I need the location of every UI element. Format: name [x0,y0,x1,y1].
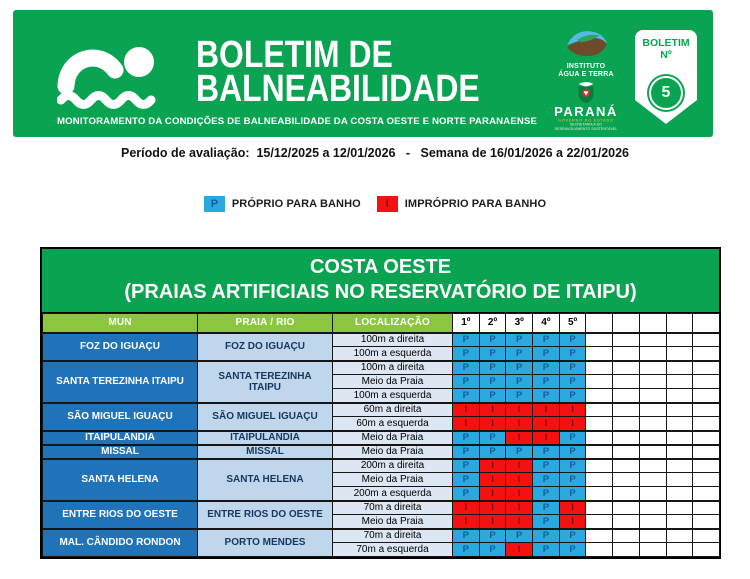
status-cell: I [559,403,586,417]
evaluation-period [0,146,750,160]
empty-cell [586,543,613,557]
status-cell: P [506,347,533,361]
balneability-grid [42,313,720,557]
status-cell: I [453,515,480,529]
empty-cell [693,543,720,557]
localizacao-cell: 200m a esquerda [333,487,453,501]
agency-logos [551,26,621,132]
table-row [43,431,720,445]
empty-cell [586,333,613,347]
empty-header-cell [666,314,693,333]
praia-cell: SÃO MIGUEL IGUAÇU [198,403,333,431]
status-cell: P [559,347,586,361]
status-cell: I [506,515,533,529]
mun-cell: ITAIPULÂNDIA [43,431,198,445]
status-cell: P [453,375,480,389]
empty-cell [693,403,720,417]
improper-symbol-swatch: I [377,196,398,212]
empty-cell [693,515,720,529]
empty-cell [666,543,693,557]
bulletin-title [196,34,480,110]
empty-cell [639,515,666,529]
mun-cell: SANTA HELENA [43,459,198,501]
empty-cell [693,501,720,515]
status-cell: I [479,501,506,515]
empty-cell [666,487,693,501]
legend [0,196,750,212]
praia-cell: SANTA HELENA [198,459,333,501]
gov-line1: GOVERNO DO ESTADO [558,118,614,123]
status-cell: P [506,361,533,375]
status-cell: I [479,459,506,473]
table-row [43,403,720,417]
status-cell: P [533,459,560,473]
localizacao-cell: 60m a esquerda [333,417,453,431]
status-cell: P [453,431,480,445]
status-cell: P [533,445,560,459]
empty-cell [666,501,693,515]
localizacao-cell: Meio da Praia [333,445,453,459]
empty-cell [586,501,613,515]
empty-cell [586,389,613,403]
status-cell: I [479,487,506,501]
status-cell: P [533,529,560,543]
status-cell: I [453,417,480,431]
status-cell: P [479,333,506,347]
status-cell: I [506,417,533,431]
empty-cell [613,375,640,389]
banner [13,10,713,137]
status-cell: P [453,487,480,501]
empty-cell [693,347,720,361]
status-cell: P [453,473,480,487]
status-cell: I [506,501,533,515]
localizacao-cell: Meio da Praia [333,431,453,445]
empty-header-cell [586,314,613,333]
localizacao-cell: 100m a direita [333,361,453,375]
status-cell: I [479,417,506,431]
mun-cell: MAL. CÂNDIDO RONDON [43,529,198,557]
status-cell: I [506,403,533,417]
status-cell: P [506,389,533,403]
mun-cell: SÃO MIGUEL IGUAÇU [43,403,198,431]
empty-header-cell [693,314,720,333]
localizacao-cell: Meio da Praia [333,375,453,389]
status-cell: P [506,529,533,543]
empty-cell [639,361,666,375]
costa-oeste-table [40,247,721,559]
status-cell: P [479,445,506,459]
empty-cell [693,389,720,403]
parana-label: PARANÁ [554,104,618,119]
praia-cell: ITAIPULÂNDIA [198,431,333,445]
empty-cell [693,375,720,389]
status-cell: P [533,515,560,529]
status-cell: I [453,403,480,417]
status-cell: P [559,333,586,347]
status-cell: P [559,529,586,543]
localizacao-cell: 200m a direita [333,459,453,473]
empty-cell [666,459,693,473]
localizacao-cell: 100m a esquerda [333,347,453,361]
status-cell: P [479,543,506,557]
status-cell: I [506,431,533,445]
status-cell: I [506,459,533,473]
empty-cell [586,529,613,543]
empty-cell [666,431,693,445]
status-cell: P [453,347,480,361]
table-row [43,361,720,375]
status-cell: I [479,403,506,417]
status-cell: P [533,375,560,389]
swimmer-icon [57,34,163,114]
empty-cell [586,403,613,417]
localizacao-cell: Meio da Praia [333,473,453,487]
empty-cell [613,333,640,347]
empty-cell [693,333,720,347]
status-cell: P [479,389,506,403]
empty-cell [613,347,640,361]
localizacao-cell: 70m a direita [333,529,453,543]
status-cell: I [533,417,560,431]
empty-cell [666,515,693,529]
empty-cell [666,445,693,459]
empty-cell [586,375,613,389]
empty-cell [639,445,666,459]
empty-cell [639,389,666,403]
empty-cell [586,361,613,375]
instituto-line1: INSTITUTO [566,63,606,70]
instituto-agua-terra-label [551,63,621,78]
mun-cell: MISSAL [43,445,198,459]
improper-label: IMPRÓPRIO PARA BANHO [404,198,547,210]
praia-cell: FOZ DO IGUAÇU [198,333,333,361]
header-row [43,314,720,333]
table-title-line1: COSTA OESTE [309,256,452,278]
table-title-line2: (PRAIAS ARTIFICIAIS NO RESERVATÓRIO DE ITAIPU) [124,281,637,303]
status-cell: P [559,361,586,375]
bulletin-title-line2: BALNEABILIDADE [196,68,480,110]
empty-cell [666,473,693,487]
empty-cell [613,459,640,473]
status-cell: P [506,375,533,389]
status-cell: I [506,487,533,501]
empty-header-cell [639,314,666,333]
period-dash: - [405,146,411,160]
empty-cell [613,487,640,501]
status-cell: P [559,389,586,403]
status-cell: I [506,543,533,557]
empty-cell [639,529,666,543]
status-cell: P [533,473,560,487]
status-cell: P [559,459,586,473]
period-range: 15/12/2025 a 12/01/2026 [256,146,396,160]
empty-cell [666,333,693,347]
status-cell: P [453,529,480,543]
empty-cell [693,445,720,459]
status-cell: P [453,333,480,347]
empty-cell [613,417,640,431]
empty-cell [613,403,640,417]
status-cell: P [479,529,506,543]
table-row [43,501,720,515]
status-cell: P [559,445,586,459]
week-header-cell-4: 4º [533,314,560,333]
week-header-cell-5: 5º [559,314,586,333]
results-table-body [43,333,720,557]
status-cell: P [533,501,560,515]
empty-cell [639,501,666,515]
status-cell: P [479,375,506,389]
empty-cell [666,529,693,543]
empty-cell [613,529,640,543]
localizacao-cell: 100m a esquerda [333,389,453,403]
table-row [43,529,720,543]
status-cell: P [559,487,586,501]
period-label: Período de avaliação: [120,146,250,160]
bulletin-title-line1: BOLETIM DE [196,34,393,76]
status-cell: P [559,473,586,487]
empty-cell [639,473,666,487]
status-cell: P [479,347,506,361]
empty-header-cell [613,314,640,333]
status-cell: P [533,347,560,361]
empty-cell [613,501,640,515]
status-cell: P [559,543,586,557]
localizacao-cell: 60m a direita [333,403,453,417]
status-cell: P [533,487,560,501]
empty-cell [666,389,693,403]
table-row [43,333,720,347]
mun-cell: SANTA TEREZINHA ITAIPU [43,361,198,403]
status-cell: I [533,403,560,417]
table-row [43,445,720,459]
status-cell: P [559,431,586,445]
table-title [42,249,719,313]
empty-cell [693,487,720,501]
empty-cell [586,473,613,487]
empty-cell [666,417,693,431]
empty-cell [639,543,666,557]
empty-cell [613,361,640,375]
empty-cell [586,487,613,501]
empty-cell [666,403,693,417]
col-header-praia: PRAIA / RIO [198,314,333,333]
instituto-line2: ÁGUA E TERRA [558,70,614,78]
empty-cell [639,375,666,389]
empty-cell [666,361,693,375]
mun-cell: ENTRE RIOS DO OESTE [43,501,198,529]
status-cell: P [506,445,533,459]
empty-cell [639,431,666,445]
empty-cell [639,347,666,361]
bulletin-number: 5 [649,76,683,110]
proper-symbol-swatch: P [204,196,225,212]
status-cell: P [453,389,480,403]
empty-cell [693,473,720,487]
period-week: Semana de 16/01/2026 a 22/01/2026 [420,146,630,160]
empty-cell [586,459,613,473]
status-cell: P [453,445,480,459]
empty-cell [586,417,613,431]
badge-label [635,38,697,61]
status-cell: P [533,543,560,557]
empty-cell [693,529,720,543]
praia-cell: PORTO MENDES [198,529,333,557]
proper-label: PRÓPRIO PARA BANHO [231,198,361,210]
localizacao-cell: Meio da Praia [333,515,453,529]
col-header-mun: MUN [43,314,198,333]
status-cell: I [533,431,560,445]
status-cell: P [533,333,560,347]
table-row [43,459,720,473]
status-cell: P [559,375,586,389]
empty-cell [693,361,720,375]
status-cell: I [479,473,506,487]
localizacao-cell: 70m a esquerda [333,543,453,557]
empty-cell [586,347,613,361]
badge-label-line1: BOLETIM [642,37,690,49]
badge-label-line2: Nº [660,48,672,61]
localizacao-cell: 70m a direita [333,501,453,515]
empty-cell [613,515,640,529]
gov-line2: SECRETARIA A DO [570,122,602,127]
week-header-cell-3: 3º [506,314,533,333]
status-cell: P [533,389,560,403]
status-cell: I [559,515,586,529]
status-cell: P [453,543,480,557]
praia-cell: ENTRE RIOS DO OESTE [198,501,333,529]
status-cell: P [479,361,506,375]
status-cell: I [559,417,586,431]
empty-cell [586,515,613,529]
empty-cell [613,473,640,487]
status-cell: P [506,333,533,347]
empty-cell [639,333,666,347]
week-header-cell-2: 2º [479,314,506,333]
empty-cell [613,445,640,459]
empty-cell [666,375,693,389]
empty-cell [613,543,640,557]
col-header-localizacao: LOCALIZAÇÃO [333,314,453,333]
empty-cell [693,459,720,473]
empty-cell [639,487,666,501]
empty-cell [613,431,640,445]
status-cell: I [559,501,586,515]
empty-cell [693,431,720,445]
instituto-agua-terra-logo-icon [560,26,612,62]
praia-cell: MISSAL [198,445,333,459]
parana-shield-icon [576,82,596,104]
government-sublabels [555,119,618,131]
bulletin-subtitle: MONITORAMENTO DA CONDIÇÕES DE BALNEABILIDADE DA COSTA OESTE E NORTE PARANAENSE [57,116,538,127]
localizacao-cell: 100m a direita [333,333,453,347]
empty-cell [586,431,613,445]
empty-cell [613,389,640,403]
praia-cell: SANTA TEREZINHA ITAIPU [198,361,333,403]
status-cell: P [453,361,480,375]
bulletin-number-badge [635,30,697,136]
empty-cell [639,459,666,473]
status-cell: P [453,459,480,473]
week-header-cell-1: 1º [453,314,480,333]
empty-cell [639,417,666,431]
status-cell: I [479,515,506,529]
empty-cell [693,417,720,431]
empty-cell [666,347,693,361]
empty-cell [586,445,613,459]
gov-line3: DESENVOLVIMENTO SUSTENTÁVEL [554,126,618,131]
mun-cell: FOZ DO IGUAÇU [43,333,198,361]
empty-cell [639,403,666,417]
status-cell: I [453,501,480,515]
status-cell: I [506,473,533,487]
status-cell: P [533,361,560,375]
status-cell: P [479,431,506,445]
